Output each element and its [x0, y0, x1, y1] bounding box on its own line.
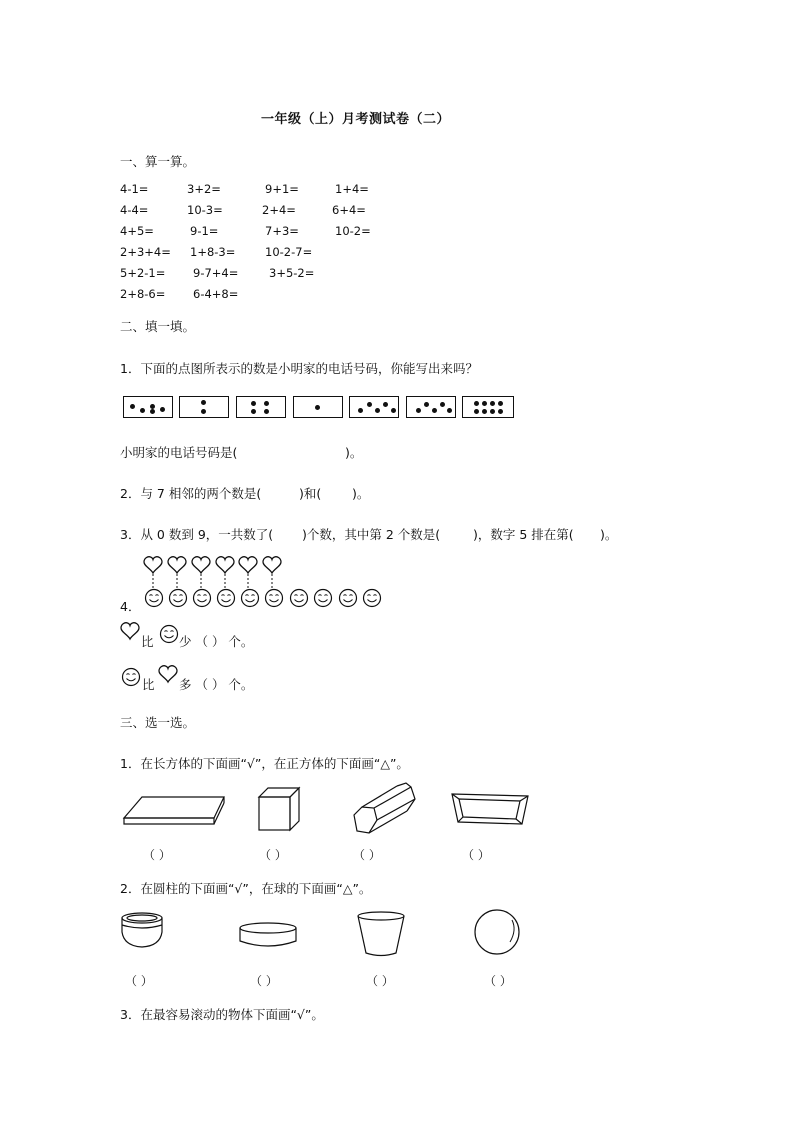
- question-2-4-line1-a: 比: [141, 634, 154, 649]
- answer-paren[interactable]: （ ）: [353, 848, 381, 862]
- calc-item: 6-4+8=: [193, 287, 239, 301]
- smiley-icon: [146, 590, 163, 607]
- smiley-icon: [266, 590, 283, 607]
- answer-paren[interactable]: （ ）: [143, 848, 171, 862]
- question-2-4-line2-b: 多 （ ） 个。: [179, 677, 254, 692]
- smiley-icon: [242, 590, 259, 607]
- heart-icon: [216, 557, 234, 573]
- heart-icon: [168, 557, 186, 573]
- calc-item: 9+1=: [265, 182, 299, 196]
- answer-paren[interactable]: （ ）: [462, 848, 490, 862]
- dotted-connectors: [153, 574, 272, 588]
- question-2-1: 1．下面的点图所表示的数是小明家的电话号码，你能写出来吗？: [120, 361, 478, 376]
- phone-answer-suffix: )。: [345, 445, 363, 460]
- question-2-3-a: 3．从 0 数到 9，一共数了(: [120, 527, 274, 542]
- question-2-3-d: )。: [600, 527, 618, 542]
- calc-item: 3+5-2=: [269, 266, 315, 280]
- answer-paren[interactable]: （ ）: [366, 974, 394, 988]
- question-2-3-c: )，数字 5 排在第(: [473, 527, 574, 542]
- question-2-2-a: 2．与 7 相邻的两个数是(: [120, 486, 262, 501]
- question-2-4-line2-a: 比: [142, 677, 155, 692]
- smiley-icon: [291, 590, 308, 607]
- question-2-3-b: )个数，其中第 2 个数是(: [302, 527, 441, 542]
- answer-paren[interactable]: （ ）: [250, 974, 278, 988]
- smiley-icon: [161, 626, 178, 643]
- cup-image: [358, 912, 404, 956]
- answer-paren[interactable]: （ ）: [125, 974, 153, 988]
- calc-item: 4-1=: [120, 182, 149, 196]
- calc-item: 2+4=: [262, 203, 296, 217]
- calc-item: 6+4=: [332, 203, 366, 217]
- heart-icon: [159, 666, 177, 682]
- question-3-2: 2．在圆柱的下面画“√”，在球的下面画“△”。: [120, 881, 372, 896]
- smiley-icon: [194, 590, 211, 607]
- calc-item: 9-7+4=: [193, 266, 239, 280]
- calc-item: 5+2-1=: [120, 266, 166, 280]
- section1-heading: 一、算一算。: [120, 154, 196, 169]
- dot-box: [123, 396, 173, 418]
- smiley-icon: [340, 590, 357, 607]
- calc-item: 4-4=: [120, 203, 149, 217]
- page-title: 一年级（上）月考测试卷（二）: [261, 112, 451, 127]
- answer-paren[interactable]: （ ）: [484, 974, 512, 988]
- heart-icon: [144, 557, 162, 573]
- question-2-4-line1-b: 少 （ ） 个。: [179, 634, 254, 649]
- calc-item: 7+3=: [265, 224, 299, 238]
- calc-item: 9-1=: [190, 224, 219, 238]
- heart-icon: [121, 623, 139, 639]
- bowl-image: [122, 913, 162, 947]
- heart-icon: [263, 557, 281, 573]
- smiley-icon: [218, 590, 235, 607]
- section2-heading: 二、填一填。: [120, 319, 196, 334]
- smiley-icon: [170, 590, 187, 607]
- flat-cuboid-image: [124, 797, 224, 824]
- question-2-4-label: 4．: [120, 599, 141, 614]
- dot-box: [349, 396, 399, 418]
- dot-box: [462, 396, 514, 418]
- sphere-image: [475, 910, 519, 954]
- dot-box: [406, 396, 456, 418]
- section3-heading: 三、选一选。: [120, 715, 196, 730]
- calc-item: 1+8-3=: [190, 245, 236, 259]
- heart-icon: [239, 557, 257, 573]
- smiley-icon: [364, 590, 381, 607]
- phone-answer-prefix: 小明家的电话号码是(: [120, 445, 238, 460]
- calc-item: 10-2=: [335, 224, 371, 238]
- question-2-2-c: )。: [352, 486, 370, 501]
- calc-item: 1+4=: [335, 182, 369, 196]
- calc-item: 2+3+4=: [120, 245, 171, 259]
- answer-paren[interactable]: （ ）: [259, 848, 287, 862]
- cube-image: [259, 788, 299, 830]
- smiley-icon: [123, 669, 140, 686]
- calc-item: 3+2=: [187, 182, 221, 196]
- question-3-1: 1．在长方体的下面画“√”，在正方体的下面画“△”。: [120, 756, 409, 771]
- calc-item: 4+5=: [120, 224, 154, 238]
- heart-icon: [192, 557, 210, 573]
- calc-item: 2+8-6=: [120, 287, 166, 301]
- smiley-icon: [315, 590, 332, 607]
- dot-box: [293, 396, 343, 418]
- dot-box: [236, 396, 286, 418]
- question-3-3: 3．在最容易滚动的物体下面画“√”。: [120, 1007, 324, 1022]
- question-2-2-b: )和(: [299, 486, 322, 501]
- cylinder-disk-image: [240, 923, 296, 946]
- hexagonal-prism-image: [354, 783, 415, 833]
- calc-item: 10-2-7=: [265, 245, 313, 259]
- long-cuboid-image: [452, 794, 528, 824]
- dot-box: [179, 396, 229, 418]
- calc-item: 10-3=: [187, 203, 223, 217]
